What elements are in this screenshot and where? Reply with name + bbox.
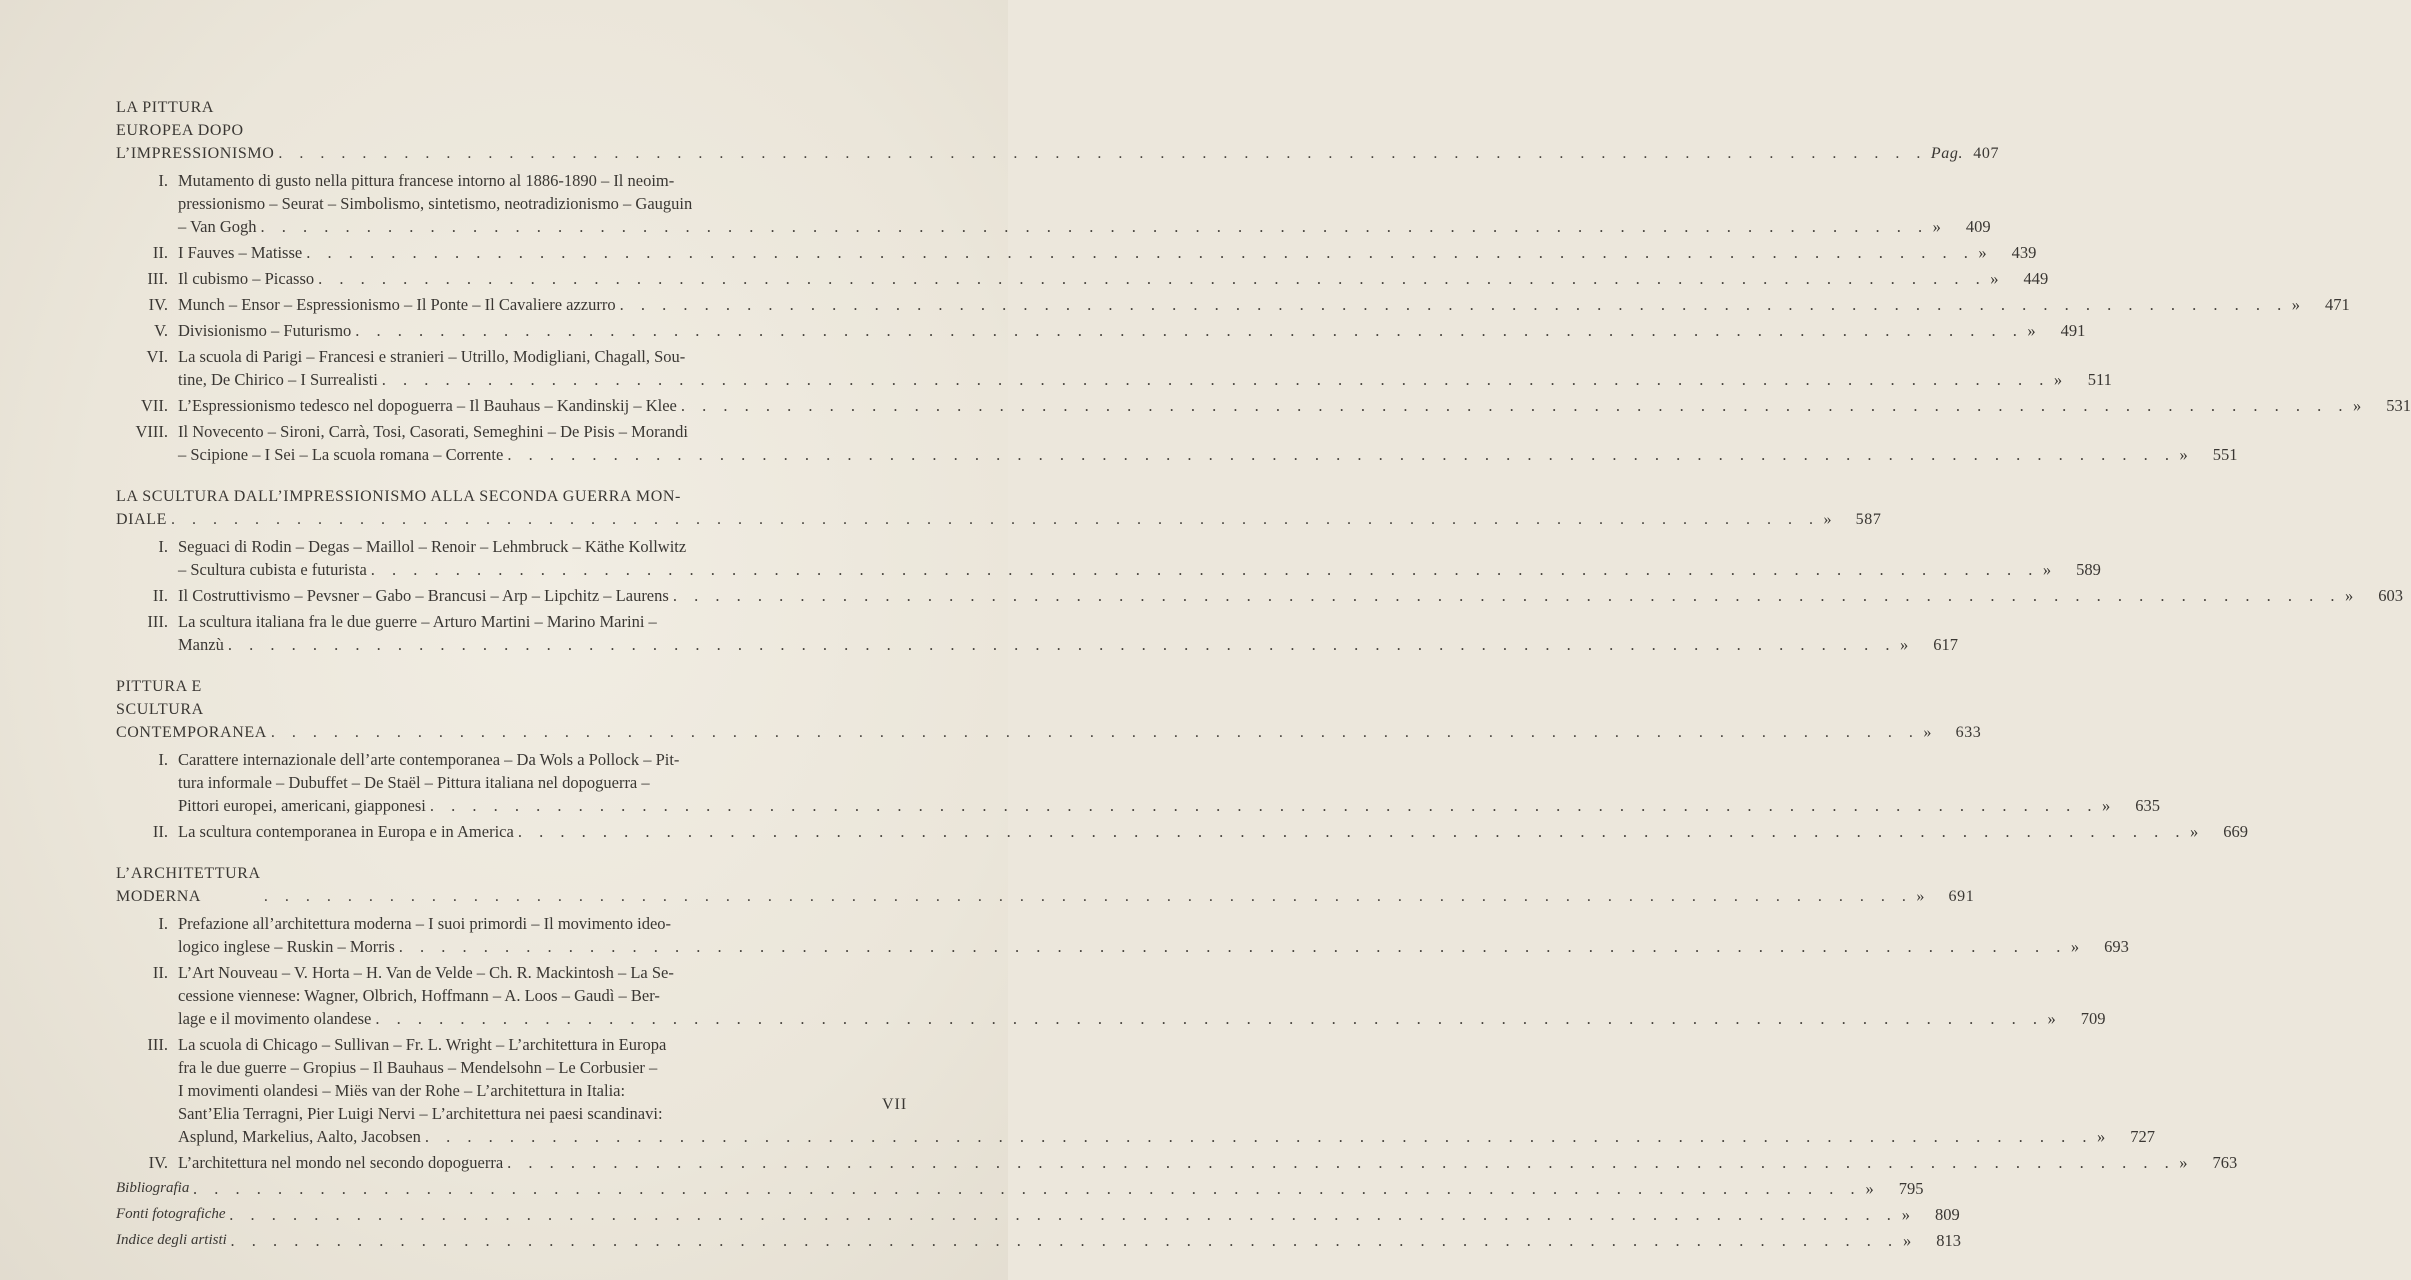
chapter-number: III. [147,269,168,288]
chapter-number: III. [147,1035,168,1054]
toc-entry-fonti [116,1203,1960,1226]
section-title: LA SCULTURA DALL’IMPRESSIONISMO ALLA SECONDA GUERRA MON- [116,488,681,505]
ditto-mark: » [1901,1205,1910,1224]
ditto-mark: » [1823,511,1833,528]
chapter-number: IV. [148,295,168,314]
entry-text: logico inglese – Ruskin – Morris [178,937,395,956]
ditto-mark: » [1899,635,1909,654]
entry-page-number: 449 [2023,269,2049,288]
dot-leader [171,508,1820,531]
toc-entry [116,394,2411,417]
chapter-number: III. [147,612,168,631]
entry-page-number: 763 [2212,1153,2238,1172]
chapter-number: IV. [148,1153,168,1172]
entry-page-number: 813 [1936,1231,1961,1250]
entry-text: La scuola di Chicago – Sullivan – Fr. L. Wright – L’architettura in Europa [178,1035,667,1054]
toc-entry [116,420,2238,466]
ditto-mark: » [2344,586,2354,605]
entry-page-number: 471 [2325,295,2350,314]
entry-page-number: 511 [2087,370,2112,389]
section-title: DIALE [116,511,167,528]
section-page-number: 633 [1955,724,1982,741]
ditto-mark: » [1923,724,1933,741]
section-heading [116,675,1982,744]
ditto-mark: » [2179,445,2188,464]
dot-leader [507,1151,2175,1174]
dot-leader [673,584,2341,607]
ditto-mark: » [1978,243,1987,262]
dot-leader [681,394,2349,417]
entry-text: Carattere internazionale dell’arte contemporanea – Da Wols a Pollock – Pit- [178,750,680,769]
entry-page-number: 635 [2135,796,2161,815]
entry-text: Mutamento di gusto nella pittura francese intorno al 1886-1890 – Il neoim- [178,171,675,190]
dot-leader [318,267,1986,290]
toc-entry [116,912,2129,958]
entry-text: Seguaci di Rodin – Degas – Maillol – Renoir – Lehmbruck – Käthe Kollwitz [178,537,687,556]
ditto-mark: » [1932,217,1941,236]
dot-leader [430,794,2098,817]
section-page-number: 587 [1855,511,1882,528]
toc-entry-bibliografia [116,1177,1924,1200]
entry-text: Il cubismo – Picasso [178,269,315,288]
dot-leader [382,368,2050,391]
toc-entry [116,610,1958,656]
chapter-number: VII. [140,396,168,415]
entry-page-number: 439 [2011,243,2037,262]
ditto-mark: » [2042,560,2052,579]
dot-leader [306,241,1974,264]
toc-entry [116,293,2350,316]
entry-text: La scuola di Parigi – Francesi e stranieri – Utrillo, Modigliani, Chagall, Sou- [178,347,686,366]
dot-leader [271,721,1920,744]
dot-leader [228,633,1896,656]
entry-page-number: 709 [2080,1009,2106,1028]
chapter-number: II. [152,963,168,982]
toc-entry [116,319,2086,342]
entry-page-number: 531 [2386,396,2411,415]
ditto-mark: » [1990,269,1999,288]
entry-text: Munch – Ensor – Espressionismo – Il Ponte – Il Cavaliere azzurro [178,295,616,314]
ditto-mark: » [2353,396,2362,415]
chapter-number: V. [154,321,168,340]
ditto-mark: » [2053,370,2063,389]
entry-text: – Scultura cubista e futurista [178,560,367,579]
entry-page-number: 551 [2212,445,2238,464]
toc-entry [116,535,2101,581]
entry-text: Sant’Elia Terragni, Pier Luigi Nervi – L’architettura nei paesi scandinavi: [178,1104,663,1123]
toc-entry [116,1151,2238,1174]
section-page-number: 407 [1973,145,2000,162]
back-matter [116,1177,1961,1252]
entry-text: lage e il movimento olandese [178,1009,372,1028]
ditto-mark: » [2179,1153,2188,1172]
entry-text: Pittori europei, americani, giapponesi [178,796,426,815]
section-heading [116,485,1882,531]
entry-page-number: 491 [2060,321,2086,340]
entry-page-number: 603 [2378,586,2403,605]
entry-text: tine, De Chirico – I Surrealisti [178,370,378,389]
ditto-mark: » [2027,321,2036,340]
entry-page-number: 795 [1898,1179,1924,1198]
toc-entry [116,961,2106,1030]
entry-text: L’architettura nel mondo nel secondo dopoguerra [178,1153,504,1172]
dot-leader [518,820,2186,843]
dot-leader [230,1203,1898,1226]
entry-text: pressionismo – Seurat – Simbolismo, sintetismo, neotradizionismo – Gauguin [178,194,693,213]
dot-leader [278,142,1927,165]
dot-leader [399,935,2067,958]
entry-text: La scultura italiana fra le due guerre – Arturo Martini – Marino Marini – [178,612,657,631]
entry-text: – Van Gogh [178,217,257,236]
pag-label: Pag. [1930,145,1964,162]
ditto-mark: » [2047,1009,2056,1028]
ditto-mark: » [2097,1127,2106,1146]
ditto-mark: » [2070,937,2080,956]
dot-leader [231,1229,1899,1252]
toc-section-contemporanea [116,675,2248,843]
toc-entry [116,820,2248,843]
chapter-number: I. [158,171,168,190]
entry-page-number: 589 [2076,560,2101,579]
toc-entry [116,345,2112,391]
entry-text: Il Novecento – Sironi, Carrà, Tosi, Casorati, Semeghini – De Pisis – Morandi [178,422,688,441]
entry-text: Asplund, Markelius, Aalto, Jacobsen [178,1127,421,1146]
dot-leader [620,293,2288,316]
entry-text: Il Costruttivismo – Pevsner – Gabo – Brancusi – Arp – Lipchitz – Laurens [178,586,669,605]
section-heading [116,862,1975,908]
section-title: LA PITTURA EUROPEA DOPO L’IMPRESSIONISMO [116,99,275,162]
dot-leader [355,319,2023,342]
chapter-number: II. [152,586,168,605]
entry-text: tura informale – Dubuffet – De Staël – Pittura italiana nel dopoguerra – [178,773,650,792]
dot-leader [507,443,2175,466]
chapter-number: II. [152,243,168,262]
entry-text: Fonti fotografiche [116,1206,226,1222]
entry-text: Indice degli artisti [116,1232,227,1248]
ditto-mark: » [2189,822,2199,841]
chapter-number: I. [158,537,168,556]
entry-text: Bibliografia [116,1180,190,1196]
ditto-mark: » [1916,888,1925,905]
dot-leader [261,215,1929,238]
table-of-contents [116,96,2411,1255]
entry-text: Divisionismo – Futurismo [178,321,352,340]
entry-page-number: 727 [2130,1127,2156,1146]
chapter-number: II. [152,822,168,841]
entry-text: L’Espressionismo tedesco nel dopoguerra – Il Bauhaus – Kandinskij – Klee [178,396,677,415]
dot-leader [375,1007,2043,1030]
section-title: PITTURA E SCULTURA CONTEMPORANEA [116,678,267,741]
entry-text: I Fauves – Matisse [178,243,303,262]
entry-text: L’Art Nouveau – V. Horta – H. Van de Velde – Ch. R. Mackintosh – La Se- [178,963,674,982]
dot-leader [425,1125,2093,1148]
page-folio: VII [882,1096,908,1113]
ditto-mark: » [1865,1179,1874,1198]
entry-text: fra le due guerre – Gropius – Il Bauhaus – Mendelsohn – Le Corbusier – [178,1058,658,1077]
dot-leader [264,885,1913,908]
section-heading [116,96,2000,165]
entry-text: La scultura contemporanea in Europa e in America [178,822,514,841]
entry-page-number: 617 [1933,635,1958,654]
toc-entry [116,267,2049,290]
section-page-number: 691 [1948,888,1975,905]
entry-text: I movimenti olandesi – Miës van der Rohe – L’architettura in Italia: [178,1081,626,1100]
entry-text: – Scipione – I Sei – La scuola romana – Corrente [178,445,504,464]
toc-entry [116,241,2037,264]
toc-entry-indice [116,1229,1961,1252]
chapter-number: I. [158,750,168,769]
ditto-mark: » [2291,295,2300,314]
ditto-mark: » [1902,1231,1912,1250]
entry-text: Prefazione all’architettura moderna – I suoi primordi – Il movimento ideo- [178,914,672,933]
dot-leader [371,558,2039,581]
entry-page-number: 809 [1934,1205,1960,1224]
toc-entry [116,584,2403,607]
chapter-number: VI. [146,347,168,366]
toc-section-pittura-europea [116,96,2411,466]
entry-text: cessione viennese: Wagner, Olbrich, Hoffmann – A. Loos – Gaudì – Ber- [178,986,660,1005]
entry-page-number: 409 [1965,217,1991,236]
ditto-mark: » [2102,796,2111,815]
section-title: L’ARCHITETTURA MODERNA [116,865,265,905]
toc-section-scultura [116,485,2403,656]
entry-page-number: 669 [2223,822,2248,841]
entry-text: Manzù [178,635,224,654]
entry-page-number: 693 [2104,937,2129,956]
dot-leader [193,1177,1861,1200]
toc-entry [116,748,2161,817]
chapter-number: I. [158,914,168,933]
chapter-number: VIII. [135,422,168,441]
toc-entry [116,169,1991,238]
